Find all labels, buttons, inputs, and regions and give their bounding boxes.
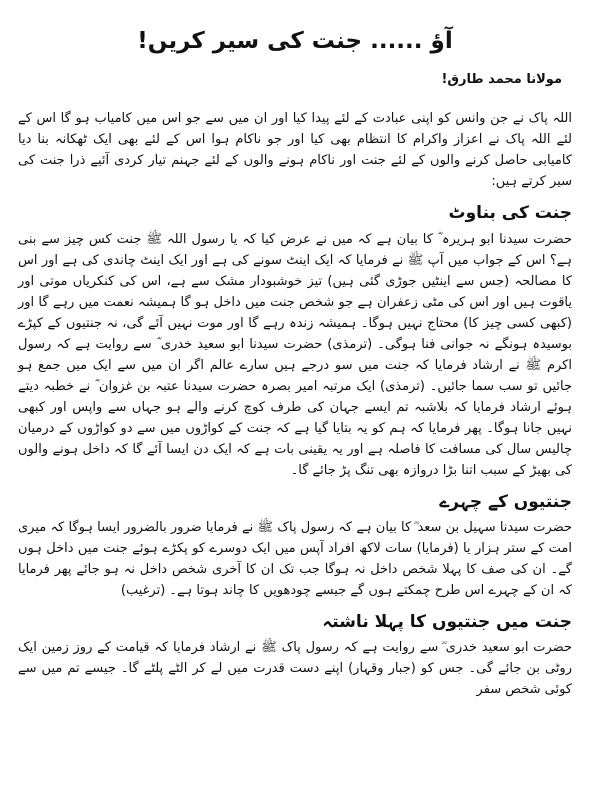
section-heading-jannat-ki-banawat: جنت کی بناوٹ bbox=[448, 203, 572, 224]
section-body-pehla-nashta: حضرت ابو سعید خدری ؓ سے روایت ہے کہ رسول پاک ﷺ نے ارشاد فرمایا کہ قیامت کے روز زمین ایک روٹی بن جائے گی۔ جس کو (جبار وقہار) اپنے دست قدرت میں لے کر الٹے پلٹے گا۔ جیسے تم میں سے کوئی شخص سفر bbox=[18, 639, 572, 697]
section-body-jannatiyon-ke-chehre: حضرت سیدنا سہیل بن سعد ؓ کا بیان ہے کہ رسول پاک ﷺ نے فرمایا ضرور بالضرور ایسا ہوگا کہ میری امت کے ستر ہزار یا (فرمایا) سات لاکھ افراد آپس میں ایک دوسرے کو پکڑے ہوئے جنت میں داخل ہوں گے۔ ان کی صف کا پہلا شخص داخل نہ ہوگا جب تک ان کا آخری شخص داخل نہ ہو جائے پھر فرمایا کہ ان کے چہرے اس طرح چمکتے ہوں گے جیسے چودھویں کا چاند ہوتا ہے۔ (ترغیب) bbox=[18, 519, 572, 598]
section-heading-pehla-nashta: جنت میں جنتیوں کا پہلا ناشتہ bbox=[322, 611, 572, 632]
section-heading-jannatiyon-ke-chehre: جنتیوں کے چہرے bbox=[439, 491, 572, 512]
article-title: آؤ ...... جنت کی سیر کریں! bbox=[137, 28, 453, 54]
author-name: مولانا محمد طارق! bbox=[441, 71, 562, 87]
intro-paragraph: اللہ پاک نے جن وانس کو اپنی عبادت کے لئے پیدا کیا اور ان میں سے جو اس میں کامیاب ہو گا اس کے لئے اللہ پاک نے اعزاز واکرام کا انتظام بھی کیا اور جو ناکام ہوا اس کے لئے بھی ایک ٹھکانہ بنا دیا کامیابی حاصل کرنے والوں کے لئے جنت اور ناکام ہونے والوں کے لئے جہنم تیار کردی آئیے ذرا جنت کی سیر کرتے ہیں: bbox=[18, 111, 572, 190]
section-body-jannat-ki-banawat: حضرت سیدنا ابو ہریرہ ؓ کا بیان ہے کہ میں نے عرض کیا کہ یا رسول اللہ ﷺ جنت کس چیز سے بنی ہے؟ اس کے جواب میں آپ ﷺ نے فرمایا کہ ایک اینٹ سونے کی ہے اور ایک اینٹ چاندی کی ہے اور اس کا مصالحہ (جس سے اینٹیں جوڑی گئی ہیں) تیز خوشبودار مشک سے ہے، اس کی کنکریاں موتی اور یاقوت ہیں اور اس کی مٹی زعفران ہے جو شخص جنت میں داخل ہو گا ہمیشہ نعمت میں رہے گا اور (کبھی کسی چیز کا) محتاج نہیں ہوگا۔ ہمیشہ زندہ رہے گا اور موت نہیں آئے گی، نہ جنتیوں کے کپڑے بوسیدہ ہونگے نہ جوانی فنا ہوگی۔ (ترمذی) حضرت سیدنا ابو سعید خدری ؓ سے روایت ہے کہ رسول اکرم ﷺ نے ارشاد فرمایا کہ جنت میں سو درجے ہیں سارے عالم اگر ان میں سے ایک میں جمع ہو جائیں تو سب سما جائیں۔ (ترمذی) ایک مرتبہ امیر بصرہ حضرت سیدنا عتبہ بن غزوان ؓ نے خطبہ دیتے ہوئے ارشاد فرمایا کہ بلاشبہ تم ایسے جہان کی طرف کوچ کرنے والے ہو جہاں سے واپس اور کبھی نہیں جانا ہوگا۔ پھر فرمایا کہ ہم کو یہ بتایا گیا ہے کہ جنت کے کواڑوں میں سے دو کواڑوں کے درمیان چالیس سال کی مسافت کا فاصلہ ہے اور یہ یقینی بات ہے کہ ایک دن ایسا آئے گا کہ داخل ہونے والوں کی بھیڑ کے سبب اتنا بڑا دروازہ بھی تنگ پڑ جائے گا۔ bbox=[18, 231, 572, 478]
